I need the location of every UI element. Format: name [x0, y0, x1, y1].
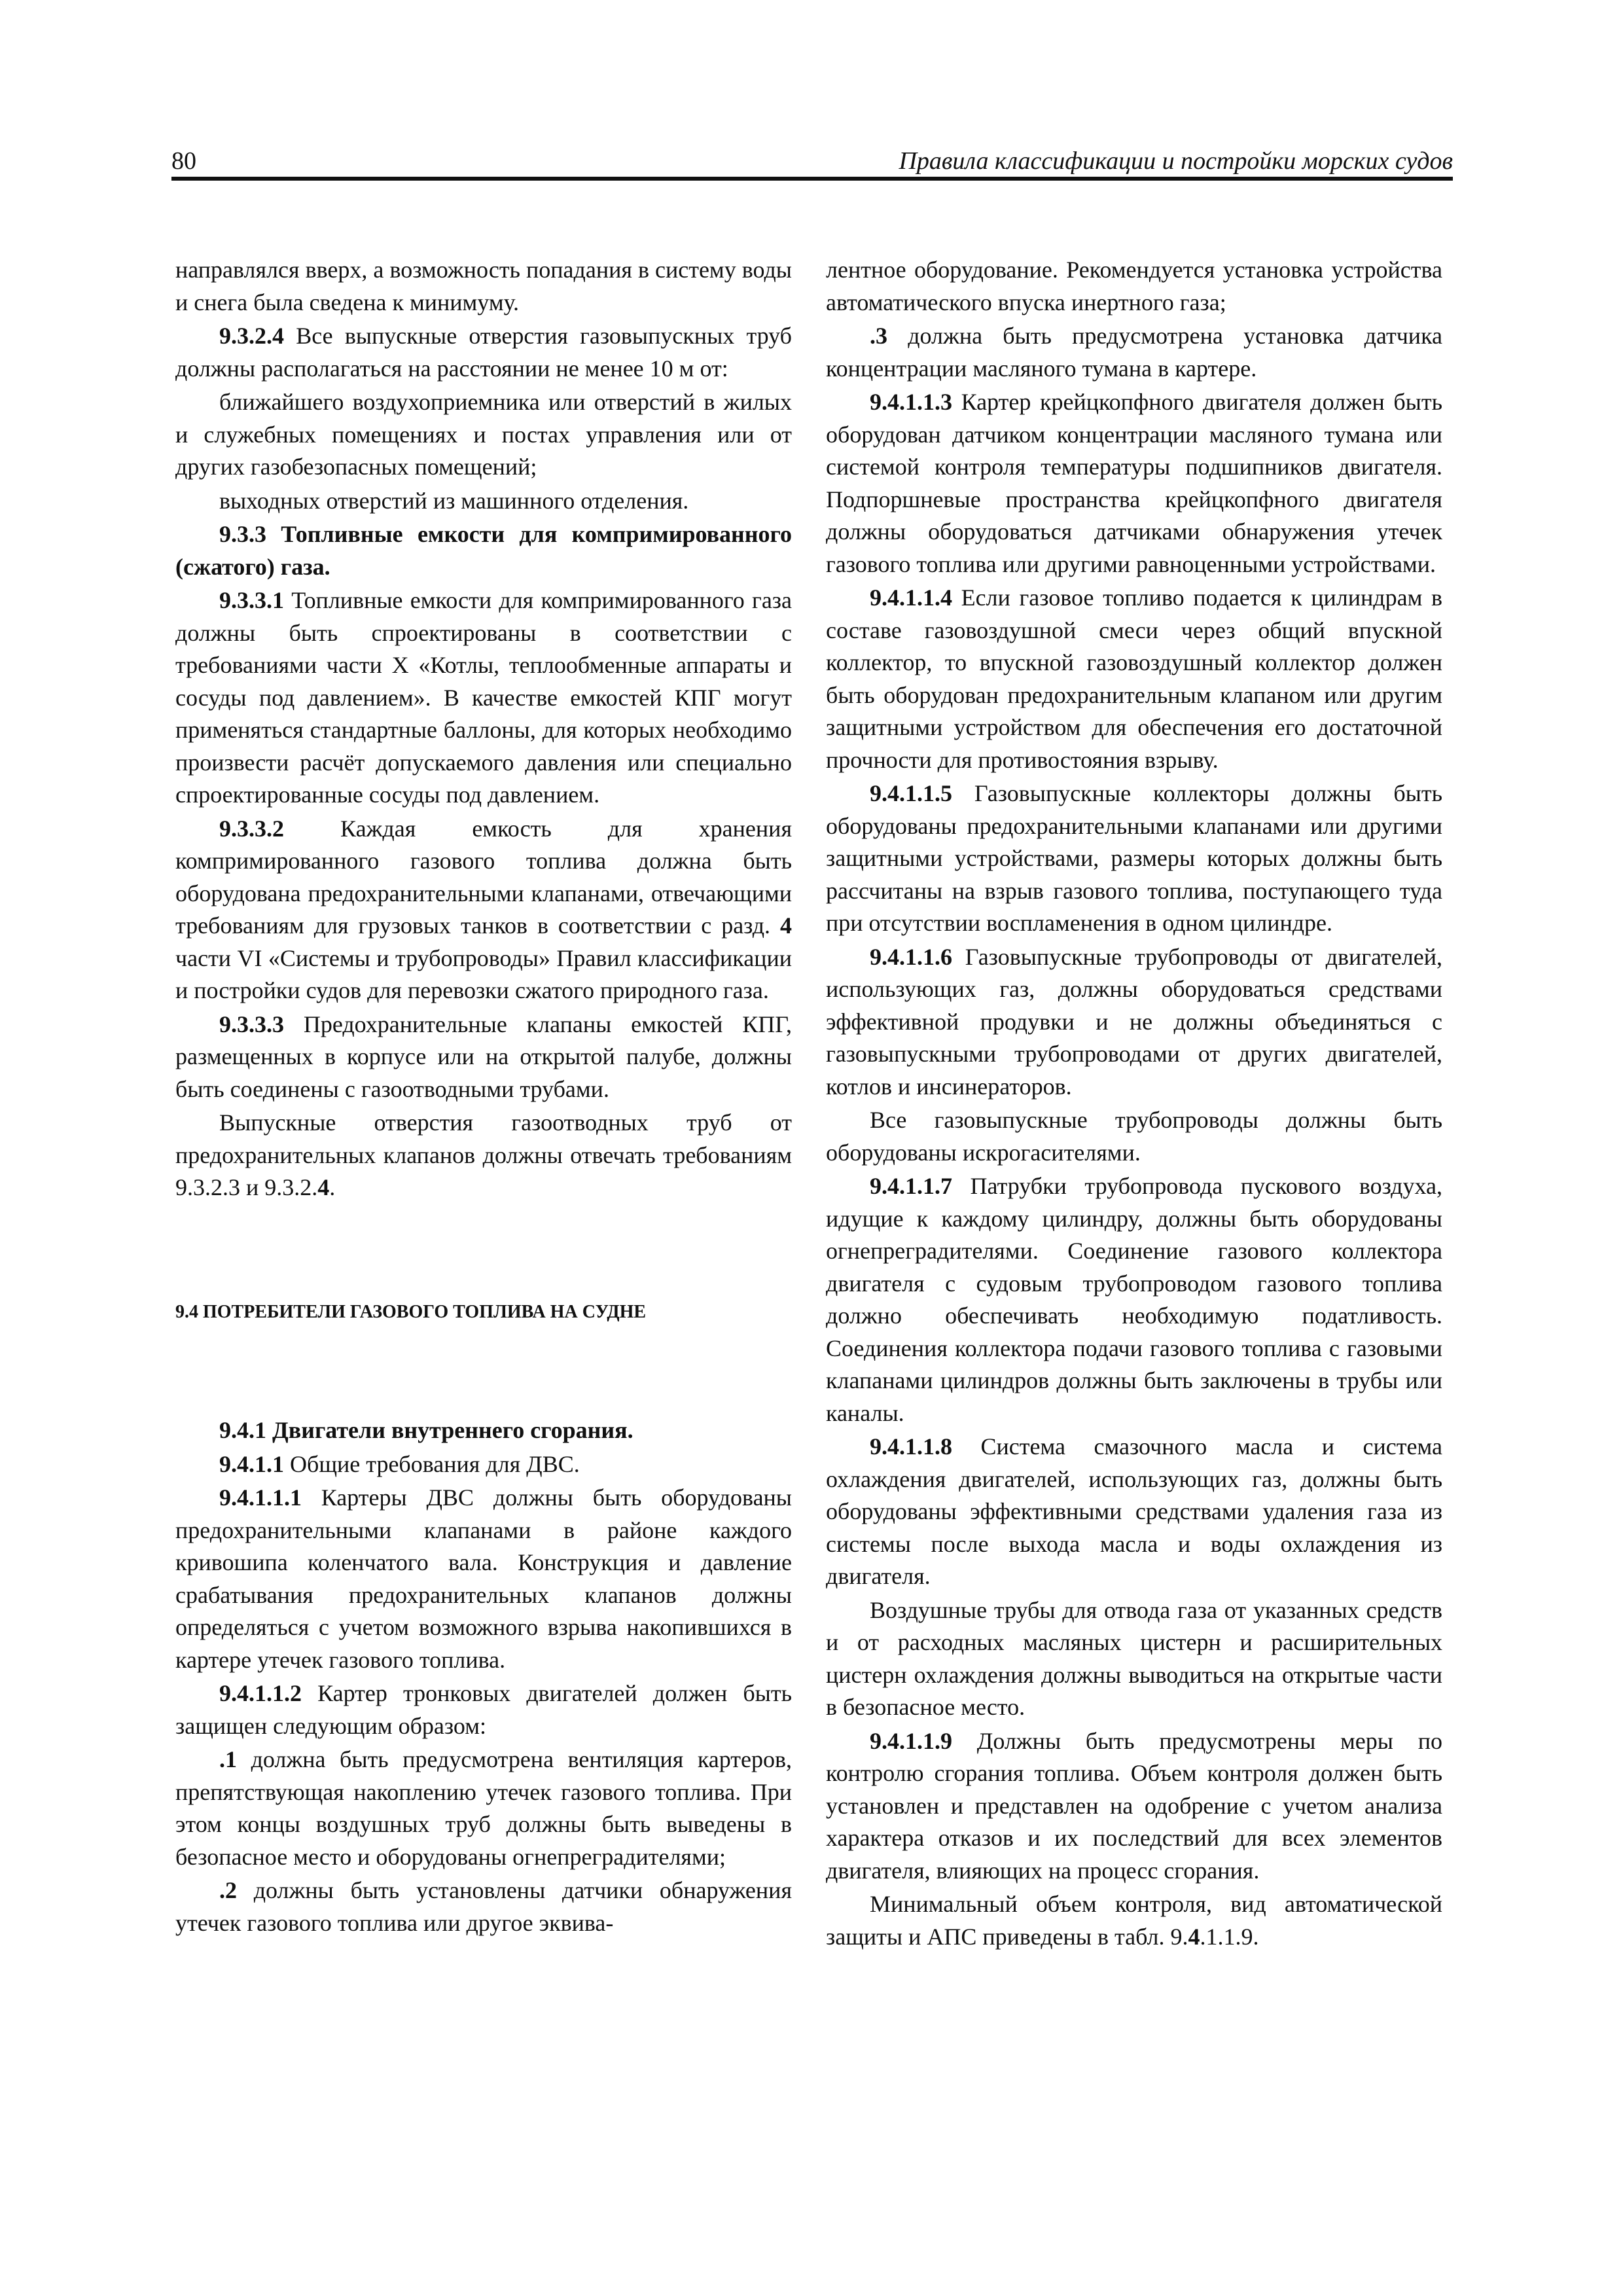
page-header — [171, 143, 1453, 179]
paragraph-text: ближайшего воздухоприемника или отверстий в жилых и служебных помещениях и постах управления или от других газобезопасных помещений; — [175, 389, 792, 480]
paragraph-text: Система смазочного масла и система охлаждения двигателей, использующих газ, должны быть оборудованы эффективными средствами удаления газа из системы после выхода масла и воды охлаждения из двигателя. — [826, 1433, 1442, 1589]
paragraph-text: Общие требования для ДВС. — [284, 1450, 580, 1477]
clause-number: 9.3.3.3 — [219, 1011, 284, 1037]
clause-number: 9.4.1.1.7 — [870, 1173, 952, 1199]
list-item-3 — [826, 320, 1442, 385]
paragraph-9-4-1-1-1 — [175, 1482, 792, 1676]
paragraph-9-3-3-2 — [175, 813, 792, 1007]
paragraph-9-4-1-1-8 — [826, 1431, 1442, 1593]
list-marker: .2 — [219, 1877, 237, 1903]
paragraph — [826, 1104, 1442, 1169]
list-item-1 — [175, 1744, 792, 1873]
paragraph-text: выходных отверстий из машинного отделения. — [219, 487, 689, 514]
paragraph-text: Предохранительные клапаны емкостей КПГ, размещенных в корпусе или на открытой палубе, должны быть соединены с газоотводными трубами. — [175, 1011, 792, 1102]
running-title: Правила классификации и постройки морских судов — [899, 147, 1453, 175]
paragraph-text: Каждая емкость для хранения компримированного газового топлива должна быть оборудована предохранительными клапанами, отвечающими требованиям для грузовых танков в соответствии с разд. — [175, 815, 792, 939]
paragraph-text: Должны быть предусмотрены меры по контролю сгорания топлива. Объем контроля должен быть установлен и представлен на одобрение с учетом анализа характера отказов и их последствий для всех элементов двигателя, влияющих на процесс сгорания. — [826, 1727, 1442, 1884]
bold-fragment: 4 — [317, 1174, 330, 1200]
paragraph-text: .1.1.9. — [1200, 1923, 1259, 1950]
list-marker: .1 — [219, 1746, 237, 1772]
paragraph-text: Патрубки трубопровода пускового воздуха, идущие к каждому цилиндру, должны быть оборудованы огнепреградителями. Соединение газового коллектора двигателя с судовым трубопроводом газового топлива должно обеспечивать необходимую податливость. Соединения коллектора подачи газового топлива с газовыми клапанами цилиндров должны быть заключены в трубы или каналы. — [826, 1173, 1442, 1426]
bold-fragment: 4 — [780, 912, 792, 939]
paragraph — [175, 485, 792, 518]
page-number: 80 — [171, 147, 196, 175]
clause-number: 9.4.1.1.3 — [870, 389, 952, 415]
paragraph-text: направлялся вверх, а возможность попадания в систему воды и снега была сведена к минимуму. — [175, 257, 792, 315]
paragraph-text: Если газовое топливо подается к цилиндрам в составе газовоздушной смеси через общий впускной коллектор, то впускной газовоздушный коллектор должен быть оборудован предохранительным клапаном или другим защитными устройством для обеспечения его достаточной прочности для противостояния взрыву. — [826, 584, 1442, 773]
section-title-9-4: 9.4 ПОТРЕБИТЕЛИ ГАЗОВОГО ТОПЛИВА НА СУДНЕ — [175, 1301, 647, 1322]
paragraph-text: лентное оборудование. Рекомендуется установка устройства автоматического впуска инертного газа; — [826, 257, 1442, 315]
paragraph-text: Минимальный объем контроля, вид автоматической защиты и АПС приведены в табл. 9. — [826, 1891, 1442, 1950]
right-column — [826, 254, 1442, 1954]
paragraph-text: Картер тронковых двигателей должен быть защищен следующим образом: — [175, 1680, 792, 1739]
paragraph-text: Выпускные отверстия газоотводных труб от предохранительных клапанов должны отвечать требованиям 9.3.2.3 и 9.3.2. — [175, 1109, 792, 1200]
paragraph — [826, 1888, 1442, 1953]
paragraph-9-3-3-3 — [175, 1009, 792, 1106]
paragraph-text: Газовыпускные трубопроводы от двигателей, использующих газ, должны оборудоваться средствами эффективной продувки и не должны объединяться с газовыпускными трубопроводами от других двигателей, котлов и инсинераторов. — [826, 943, 1442, 1100]
paragraph-9-4-1-1-9 — [826, 1725, 1442, 1888]
paragraph-text: части VI «Системы и трубопроводы» Правил классификации и постройки судов для перевозки сжатого природного газа. — [175, 944, 792, 1003]
list-marker: .3 — [870, 323, 887, 349]
clause-number: 9.4.1.1.2 — [219, 1680, 302, 1706]
list-item-2 — [175, 1874, 792, 1939]
bold-fragment: 4 — [1188, 1923, 1200, 1950]
paragraph-text: . — [329, 1174, 336, 1200]
clause-number: 9.4.1.1.9 — [870, 1727, 952, 1754]
paragraph-text: должна быть предусмотрена установка датчика концентрации масляного тумана в картере. — [826, 323, 1442, 382]
clause-number: 9.4.1.1.6 — [870, 943, 952, 970]
paragraph — [175, 386, 792, 484]
paragraph-9-4-1-1-2 — [175, 1677, 792, 1742]
header-rule — [171, 177, 1453, 181]
clause-number: 9.4.1.1.1 — [219, 1484, 302, 1511]
left-column — [175, 254, 792, 1941]
heading-9-4-1: 9.4.1 Двигатели внутреннего сгорания. — [219, 1417, 633, 1443]
paragraph-9-4-1-1-7 — [826, 1170, 1442, 1429]
paragraph-text: должны быть установлены датчики обнаружения утечек газового топлива или другое эквива- — [175, 1877, 792, 1936]
paragraph-text: Картеры ДВС должны быть оборудованы предохранительными клапанами в районе каждого кривошипа коленчатого вала. Конструкция и давление срабатывания предохранительных клапанов должны определяться с учетом возможного взрыва накопившихся в картере утечек газового топлива. — [175, 1484, 792, 1673]
clause-number: 9.4.1.1.4 — [870, 584, 952, 611]
paragraph-text: Картер крейцкопфного двигателя должен быть оборудован датчиком концентрации масляного тумана или системой контроля температуры подшипников двигателя. Подпоршневые пространства крейцкопфного двигателя должны оборудоваться датчиками обнаружения утечек газового топлива или другими равноценными устройствами. — [826, 389, 1442, 577]
paragraph-9-4-1-1-4 — [826, 582, 1442, 776]
clause-number: 9.3.2.4 — [219, 323, 284, 349]
paragraph-text: должна быть предусмотрена вентиляция картеров, препятствующая накоплению утечек газового топлива. При этом концы воздушных труб должны быть выведены в безопасное место и оборудованы огнепреградителями; — [175, 1746, 792, 1870]
paragraph — [826, 254, 1442, 319]
paragraph-9-4-1-1-6 — [826, 941, 1442, 1103]
paragraph — [826, 1594, 1442, 1724]
paragraph-9-4-1-1-5 — [826, 778, 1442, 940]
paragraph — [175, 254, 792, 319]
clause-number: 9.4.1.1 — [219, 1450, 284, 1477]
paragraph-9-4-1-1-3 — [826, 386, 1442, 581]
paragraph-9-4-1-1 — [175, 1448, 792, 1481]
paragraph-text: Воздушные трубы для отвода газа от указанных средств и от расходных масляных цистерн и расширительных цистерн охлаждения должны выводиться на открытые части в безопасное место. — [826, 1596, 1442, 1720]
paragraph-text: Газовыпускные коллекторы должны быть оборудованы предохранительными клапанами или другими защитными устройствами, размеры которых должны быть рассчитаны на взрыв газового топлива, поступающего туда при отсутствии воспламенения в одном цилиндре. — [826, 780, 1442, 936]
clause-number: 9.4.1.1.5 — [870, 780, 952, 806]
paragraph — [175, 1107, 792, 1204]
heading-9-3-3: 9.3.3 Топливные емкости для компримированного (сжатого) газа. — [175, 521, 792, 580]
paragraph-text: Топливные емкости для компримированного газа должны быть спроектированы в соответствии с требованиями части X «Котлы, теплообменные аппараты и сосуды под давлением». В качестве емкостей КПГ могут применяться стандартные баллоны, для которых необходимо произвести расчёт допускаемого давления или специально спроектированные сосуды под давлением. — [175, 587, 792, 808]
clause-number: 9.4.1.1.8 — [870, 1433, 952, 1460]
clause-number: 9.3.3.1 — [219, 587, 284, 613]
paragraph-text: Все газовыпускные трубопроводы должны быть оборудованы искрогасителями. — [826, 1107, 1442, 1166]
paragraph-text: Все выпускные отверстия газовыпускных труб должны располагаться на расстоянии не менее 10 м от: — [175, 323, 792, 382]
paragraph-9-3-3-1 — [175, 584, 792, 812]
paragraph-9-3-2-4 — [175, 320, 792, 385]
clause-number: 9.3.3.2 — [219, 815, 284, 842]
